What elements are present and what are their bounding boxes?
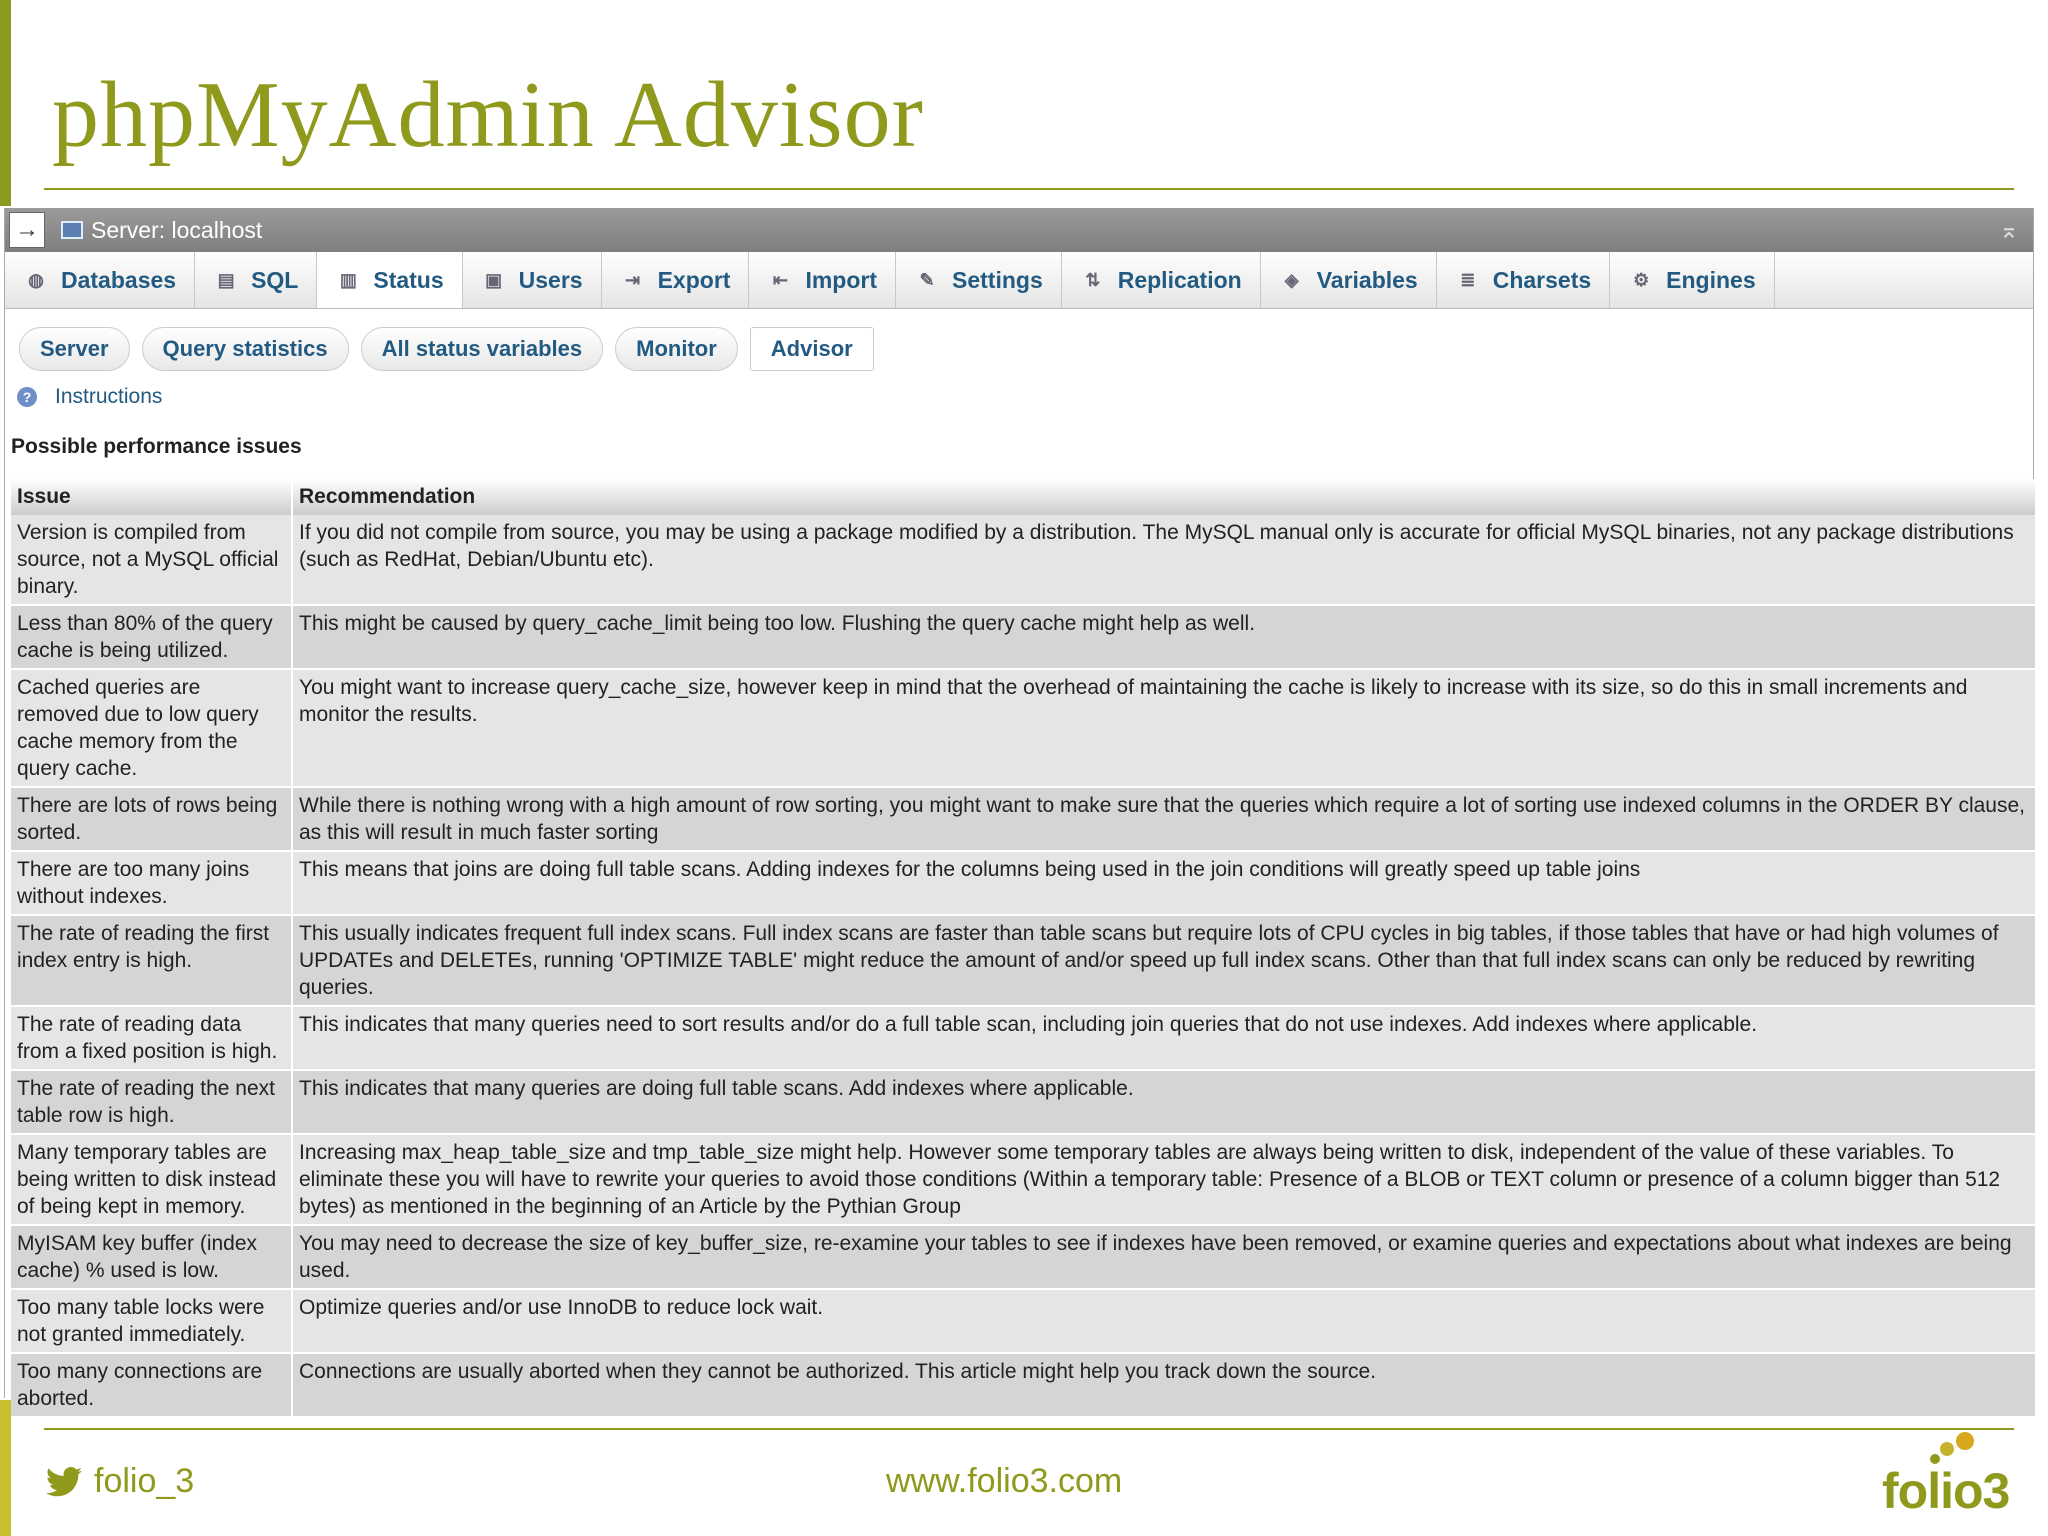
table-row [11,851,2036,915]
table-row [11,1353,2036,1417]
subtab-advisor[interactable]: Advisor [750,327,874,371]
issue-cell: Cached queries are removed due to low query cache memory from the query cache. [11,669,292,787]
issue-cell: The rate of reading data from a fixed position is high. [11,1006,292,1070]
issue-cell: The rate of reading the first index entry is high. [11,915,292,1006]
column-header-issue: Issue [11,479,292,515]
subtab-query-statistics[interactable]: Query statistics [142,327,349,371]
recommendation-cell: Optimize queries and/or use InnoDB to reduce lock wait. [292,1289,2036,1353]
issue-cell: There are too many joins without indexes. [11,851,292,915]
navigation-toggle-arrow-icon[interactable]: → [9,212,45,248]
table-row [11,1225,2036,1289]
table-row [11,1134,2036,1225]
recommendation-cell: You may need to decrease the size of key_buffer_size, re-examine your tables to see if indexes have been removed, or examine queries and expectations about what indexes are being used. [292,1225,2036,1289]
table-row [11,669,2036,787]
column-header-recommendation: Recommendation [292,479,2036,515]
table-row [11,515,2036,605]
slide-title: phpMyAdmin Advisor [52,63,924,167]
slide-accent-bar-bottom [0,1400,11,1536]
footer-divider [44,1428,2014,1430]
server-breadcrumb-bar [5,208,2033,252]
logo-dot [1940,1442,1954,1456]
issue-cell: There are lots of rows being sorted. [11,787,292,851]
help-icon: ? [17,387,37,407]
tab-users[interactable]: ▣ Users [463,252,602,308]
table-header-row [11,479,2036,515]
folio3-logo: folio3 [1882,1440,2022,1520]
recommendation-cell: Increasing max_heap_table_size and tmp_table_size might help. However some temporary tables are always being written to disk, independent of the value of these variables. To eliminate these you will have to rewrite your queries to avoid those conditions (Within a temporary table: Presence of a BLOB or TEXT column or presence of a column bigger than 512 bytes) as mentioned in the beginning of an Article by the Pythian Group [292,1134,2036,1225]
tab-import[interactable]: ⇤ Import [749,252,896,308]
recommendation-cell: This indicates that many queries need to sort results and/or do a full table scan, including join queries that do not use indexes. Add indexes where applicable. [292,1006,2036,1070]
status-subtab-bar [5,309,2033,371]
table-row [11,1070,2036,1134]
table-row [11,605,2036,669]
table-row [11,1006,2036,1070]
tab-replication[interactable]: ⇅ Replication [1062,252,1261,308]
issue-cell: MyISAM key buffer (index cache) % used is low. [11,1225,292,1289]
instructions-label: Instructions [55,385,163,408]
subtab-monitor[interactable]: Monitor [615,327,738,371]
advisor-results-table [11,479,2037,1418]
recommendation-cell: You might want to increase query_cache_size, however keep in mind that the overhead of maintaining the cache is likely to increase with its size, so do this in small increments and monitor the results. [292,669,2036,787]
recommendation-cell: This usually indicates frequent full index scans. Full index scans are faster than table scans but require lots of CPU cycles in big tables, if those tables that have or had high volumes of UPDATEs and DELETEs, running 'OPTIMIZE TABLE' might reduce the amount of and/or speed up full index scans. Other than that full index scans can only be reduced by rewriting queries. [292,915,2036,1006]
twitter-handle: folio_3 [46,1462,194,1501]
phpmyadmin-window [4,208,2034,1410]
wrench-icon: ✎ [919,269,935,290]
slide-accent-bar-top [0,0,11,206]
charsets-icon: ≣ [1460,269,1476,290]
logo-dot [1956,1432,1974,1450]
engines-icon: ⚙ [1633,269,1650,290]
import-icon: ⇤ [772,269,788,290]
twitter-bird-icon [46,1467,82,1497]
tab-engines[interactable]: ⚙ Engines [1610,252,1774,308]
instructions-link[interactable] [17,385,2033,409]
title-divider [44,188,2014,190]
subtab-server[interactable]: Server [19,327,130,371]
recommendation-cell: If you did not compile from source, you may be using a package modified by a distribution. The MySQL manual only is accurate for official MySQL binaries, not any package distributions (such as RedHat, Debian/Ubuntu etc). [292,515,2036,605]
export-icon: ⇥ [625,269,641,290]
issue-cell: Many temporary tables are being written to disk instead of being kept in memory. [11,1134,292,1225]
variables-icon: ◈ [1284,269,1299,290]
tab-settings[interactable]: ✎ Settings [896,252,1062,308]
recommendation-cell: This means that joins are doing full table scans. Adding indexes for the columns being used in the join conditions will greatly speed up table joins [292,851,2036,915]
tab-charsets[interactable]: ≣ Charsets [1437,252,1610,308]
footer-website: www.folio3.com [886,1462,1123,1500]
tab-export[interactable]: ⇥ Export [602,252,750,308]
issue-cell: The rate of reading the next table row is high. [11,1070,292,1134]
recommendation-cell: While there is nothing wrong with a high amount of row sorting, you might want to make sure that the queries which require a lot of sorting use indexed columns in the ORDER BY clause, as this will result in much faster sorting [292,787,2036,851]
tab-variables[interactable]: ◈ Variables [1261,252,1437,308]
table-row [11,787,2036,851]
table-row [11,1289,2036,1353]
tab-status[interactable]: ▥ Status [317,252,462,308]
issue-cell: Version is compiled from source, not a MySQL official binary. [11,515,292,605]
tab-sql[interactable]: ▤ SQL [195,252,317,308]
table-row [11,915,2036,1006]
section-heading: Possible performance issues [11,435,302,458]
sql-icon: ▤ [217,269,235,290]
main-tab-bar [5,252,2033,309]
recommendation-cell: This might be caused by query_cache_limit being too low. Flushing the query cache might help as well. [292,605,2036,669]
replication-icon: ⇅ [1085,269,1101,290]
recommendation-cell: This indicates that many queries are doing full table scans. Add indexes where applicable. [292,1070,2036,1134]
server-icon [61,221,83,239]
issue-cell: Less than 80% of the query cache is being utilized. [11,605,292,669]
collapse-top-icon[interactable]: ⌅ [1998,217,2019,244]
recommendation-cell: Connections are usually aborted when they cannot be authorized. This article might help you track down the source. [292,1353,2036,1417]
subtab-all-status-variables[interactable]: All status variables [361,327,604,371]
issue-cell: Too many connections are aborted. [11,1353,292,1417]
users-icon: ▣ [485,269,503,290]
status-icon: ▥ [339,269,357,290]
server-label[interactable]: Server: localhost [91,216,263,243]
database-icon: ◍ [28,269,44,290]
issue-cell: Too many table locks were not granted immediately. [11,1289,292,1353]
tab-databases[interactable]: ◍ Databases [5,252,195,308]
